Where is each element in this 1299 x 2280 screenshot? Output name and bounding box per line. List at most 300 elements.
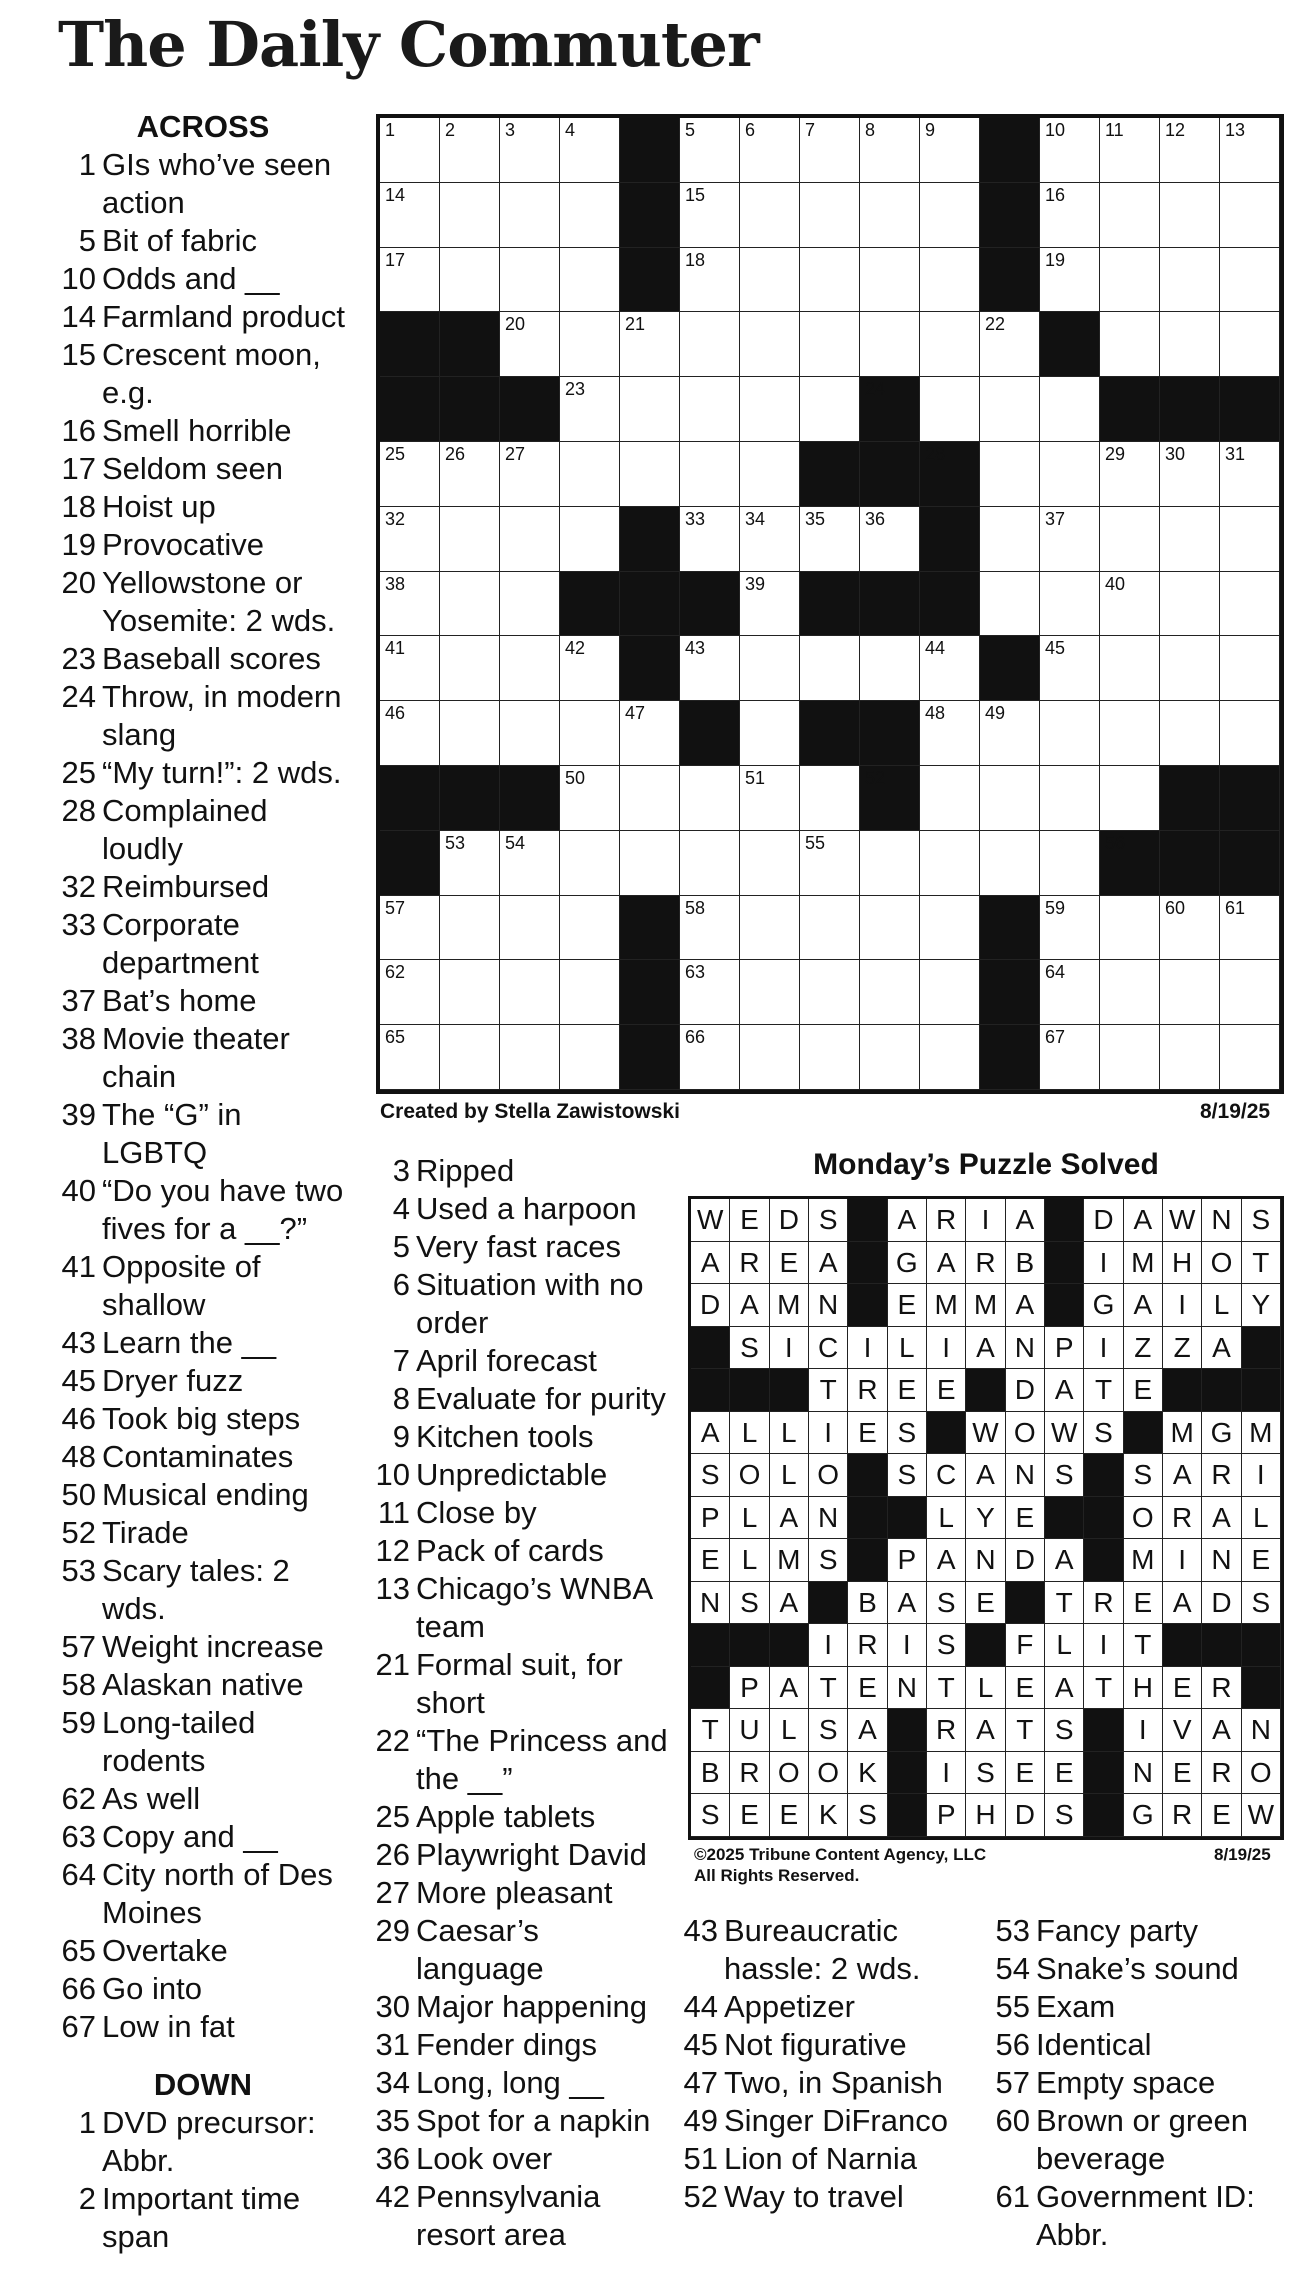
- grid-cell[interactable]: [440, 896, 500, 961]
- grid-cell[interactable]: [860, 960, 920, 1025]
- grid-cell[interactable]: [860, 636, 920, 701]
- grid-cell[interactable]: [680, 377, 740, 442]
- cell-number: 54: [505, 832, 526, 853]
- grid-cell[interactable]: [500, 896, 560, 961]
- grid-cell[interactable]: [380, 442, 440, 507]
- solved-letter: G: [1124, 1794, 1163, 1837]
- grid-cell[interactable]: [860, 1025, 920, 1090]
- solved-block: [1124, 1412, 1163, 1455]
- clue-text: Yellowstone or Yosemite: 2 wds.: [102, 565, 336, 638]
- grid-cell[interactable]: [620, 377, 680, 442]
- grid-cell[interactable]: [1220, 701, 1280, 766]
- solved-block: [888, 1709, 927, 1752]
- solved-block: [1242, 1327, 1281, 1370]
- grid-cell[interactable]: [1220, 312, 1280, 377]
- grid-cell[interactable]: [740, 572, 800, 637]
- clue-text: Crescent moon, e.g.: [102, 337, 321, 410]
- grid-cell[interactable]: [800, 118, 860, 183]
- grid-cell[interactable]: [1220, 118, 1280, 183]
- solved-letter: E: [1006, 1497, 1045, 1540]
- clue-item: [58, 1704, 348, 1780]
- grid-cell[interactable]: [740, 507, 800, 572]
- grid-cell[interactable]: [440, 831, 500, 896]
- grid-cell[interactable]: [1040, 636, 1100, 701]
- clue-text: Playwright David: [416, 1837, 647, 1872]
- clue-number: 30: [375, 1989, 410, 2024]
- grid-block: [500, 377, 560, 442]
- solved-letter: K: [848, 1752, 887, 1795]
- solved-letter: A: [1045, 1667, 1084, 1710]
- grid-cell[interactable]: [1040, 896, 1100, 961]
- grid-block: [980, 1025, 1040, 1090]
- grid-cell[interactable]: [860, 831, 920, 896]
- grid-cell[interactable]: [860, 312, 920, 377]
- solved-letter: A: [770, 1497, 809, 1540]
- grid-cell[interactable]: [620, 831, 680, 896]
- grid-cell[interactable]: [680, 831, 740, 896]
- grid-cell[interactable]: [740, 1025, 800, 1090]
- grid-cell[interactable]: [440, 636, 500, 701]
- grid-cell[interactable]: [560, 766, 620, 831]
- grid-cell[interactable]: [380, 701, 440, 766]
- grid-cell[interactable]: [380, 183, 440, 248]
- solved-block: [770, 1369, 809, 1412]
- puzzle-date: 8/19/25: [1200, 1100, 1271, 1123]
- grid-cell[interactable]: [680, 183, 740, 248]
- grid-cell[interactable]: [560, 960, 620, 1025]
- grid-cell[interactable]: [1220, 1025, 1280, 1090]
- clue-item: [372, 1798, 672, 1836]
- clue-text: Pennsylvania resort area: [416, 2179, 601, 2252]
- grid-cell[interactable]: [800, 377, 860, 442]
- solved-letter: S: [730, 1582, 769, 1625]
- grid-cell[interactable]: [920, 1025, 980, 1090]
- grid-cell[interactable]: [500, 183, 560, 248]
- solved-letter: B: [1006, 1242, 1045, 1285]
- solved-letter: E: [927, 1369, 966, 1412]
- clue-number: 10: [61, 261, 96, 296]
- clue-text: Long-tailed rodents: [102, 1705, 256, 1778]
- grid-cell[interactable]: [740, 896, 800, 961]
- clue-text: Bit of fabric: [102, 223, 258, 258]
- grid-cell[interactable]: [1160, 312, 1220, 377]
- grid-cell[interactable]: [560, 377, 620, 442]
- grid-cell[interactable]: [740, 377, 800, 442]
- solved-letter: P: [691, 1497, 730, 1540]
- grid-cell[interactable]: [680, 248, 740, 313]
- grid-cell[interactable]: [800, 1025, 860, 1090]
- clue-number: 61: [995, 2179, 1030, 2214]
- grid-cell[interactable]: [440, 183, 500, 248]
- grid-cell[interactable]: [560, 183, 620, 248]
- grid-cell[interactable]: [1040, 701, 1100, 766]
- grid-cell[interactable]: [500, 312, 560, 377]
- clue-text: Bureaucratic hassle: 2 wds.: [724, 1913, 921, 1986]
- grid-cell[interactable]: [1160, 507, 1220, 572]
- grid-cell[interactable]: [1100, 572, 1160, 637]
- solved-letter: A: [966, 1709, 1005, 1752]
- cell-number: 44: [925, 638, 946, 659]
- grid-cell[interactable]: [1100, 960, 1160, 1025]
- grid-cell[interactable]: [1160, 118, 1220, 183]
- grid-cell[interactable]: [1040, 183, 1100, 248]
- grid-cell[interactable]: [1100, 896, 1160, 961]
- grid-cell[interactable]: [1160, 183, 1220, 248]
- grid-cell[interactable]: [980, 442, 1040, 507]
- clue-item: [58, 412, 348, 450]
- grid-cell[interactable]: [1220, 248, 1280, 313]
- clue-number: 1: [78, 2105, 96, 2140]
- grid-cell[interactable]: [560, 701, 620, 766]
- grid-cell[interactable]: [1100, 701, 1160, 766]
- solved-letter: R: [1202, 1752, 1241, 1795]
- grid-cell[interactable]: [380, 1025, 440, 1090]
- clue-text: Fancy party: [1036, 1913, 1198, 1948]
- solved-letter: W: [691, 1199, 730, 1242]
- grid-cell[interactable]: [380, 248, 440, 313]
- grid-cell[interactable]: [980, 507, 1040, 572]
- grid-cell[interactable]: [500, 248, 560, 313]
- cell-number: 29: [1105, 444, 1126, 464]
- solved-block: [966, 1624, 1005, 1667]
- solved-letter: T: [1242, 1242, 1281, 1285]
- grid-cell[interactable]: [680, 312, 740, 377]
- cell-number: 25: [385, 444, 406, 464]
- grid-cell[interactable]: [500, 960, 560, 1025]
- grid-cell[interactable]: [740, 248, 800, 313]
- grid-cell[interactable]: [620, 442, 680, 507]
- grid-cell[interactable]: [920, 248, 980, 313]
- grid-cell[interactable]: [500, 831, 560, 896]
- clue-number: 13: [375, 1571, 410, 1606]
- solved-block: [848, 1454, 887, 1497]
- grid-block: [980, 896, 1040, 961]
- grid-cell[interactable]: [740, 442, 800, 507]
- grid-cell[interactable]: [1220, 960, 1280, 1025]
- grid-cell[interactable]: [440, 248, 500, 313]
- grid-cell[interactable]: [1040, 1025, 1100, 1090]
- clue-text: Provocative: [102, 527, 264, 562]
- grid-cell[interactable]: [920, 377, 980, 442]
- grid-cell[interactable]: [920, 636, 980, 701]
- solved-letter: T: [1006, 1709, 1045, 1752]
- grid-cell[interactable]: [1220, 442, 1280, 507]
- cell-number: 43: [685, 638, 706, 659]
- grid-cell[interactable]: [800, 248, 860, 313]
- clue-number: 42: [375, 2179, 410, 2214]
- grid-cell[interactable]: [680, 960, 740, 1025]
- grid-cell[interactable]: [860, 896, 920, 961]
- solved-letter: E: [1202, 1794, 1241, 1837]
- grid-cell[interactable]: [1040, 572, 1100, 637]
- grid-cell[interactable]: [560, 507, 620, 572]
- grid-cell[interactable]: [1220, 183, 1280, 248]
- solved-block: [1045, 1284, 1084, 1327]
- grid-cell[interactable]: [440, 507, 500, 572]
- clue-text: Identical: [1036, 2027, 1152, 2062]
- grid-cell[interactable]: [860, 248, 920, 313]
- grid-cell[interactable]: [560, 312, 620, 377]
- grid-cell[interactable]: [800, 636, 860, 701]
- cell-number: 34: [745, 508, 766, 529]
- grid-cell[interactable]: [1040, 442, 1100, 507]
- grid-cell[interactable]: [500, 701, 560, 766]
- grid-cell[interactable]: [1040, 377, 1100, 442]
- solved-letter: L: [966, 1667, 1005, 1710]
- solved-letter: I: [809, 1412, 848, 1455]
- grid-block: [440, 766, 500, 831]
- grid-cell[interactable]: [740, 312, 800, 377]
- grid-cell[interactable]: [1100, 442, 1160, 507]
- grid-cell[interactable]: [920, 701, 980, 766]
- clue-text: Learn the __: [102, 1325, 277, 1360]
- grid-cell[interactable]: [1220, 507, 1280, 572]
- clue-text: Way to travel: [724, 2179, 904, 2214]
- cell-number: 22: [985, 314, 1006, 335]
- grid-cell[interactable]: [1100, 118, 1160, 183]
- grid-cell[interactable]: [1100, 248, 1160, 313]
- grid-cell[interactable]: [500, 1025, 560, 1090]
- grid-cell[interactable]: [980, 572, 1040, 637]
- clue-item: [58, 982, 348, 1020]
- grid-cell[interactable]: [1100, 766, 1160, 831]
- clue-item: [372, 1456, 672, 1494]
- grid-cell[interactable]: [740, 831, 800, 896]
- grid-cell[interactable]: [680, 636, 740, 701]
- grid-cell[interactable]: [860, 183, 920, 248]
- grid-cell[interactable]: [1160, 701, 1220, 766]
- solved-letter: R: [848, 1369, 887, 1412]
- grid-cell[interactable]: [1220, 636, 1280, 701]
- grid-cell[interactable]: [680, 1025, 740, 1090]
- cell-number: 39: [745, 573, 766, 594]
- cell-number: 56: [1105, 832, 1126, 853]
- grid-cell[interactable]: [1100, 507, 1160, 572]
- solved-block: [848, 1497, 887, 1540]
- grid-cell[interactable]: [440, 572, 500, 637]
- grid-cell[interactable]: [1100, 312, 1160, 377]
- solved-block: [1202, 1369, 1241, 1412]
- solved-letter: L: [1045, 1624, 1084, 1667]
- solved-letter: L: [770, 1454, 809, 1497]
- grid-cell[interactable]: [1160, 248, 1220, 313]
- grid-cell[interactable]: [1040, 118, 1100, 183]
- grid-cell[interactable]: [1100, 636, 1160, 701]
- grid-cell[interactable]: [560, 442, 620, 507]
- solved-letter: R: [927, 1709, 966, 1752]
- grid-cell[interactable]: [1040, 831, 1100, 896]
- grid-cell[interactable]: [1040, 248, 1100, 313]
- solved-block: [1045, 1199, 1084, 1242]
- puzzle-credit: Created by Stella Zawistowski: [380, 1100, 680, 1123]
- grid-cell[interactable]: [920, 118, 980, 183]
- grid-cell[interactable]: [1040, 507, 1100, 572]
- clue-text: Throw, in modern slang: [102, 679, 342, 752]
- grid-cell[interactable]: [380, 118, 440, 183]
- grid-cell[interactable]: [860, 507, 920, 572]
- solved-letter: M: [1124, 1242, 1163, 1285]
- grid-block: [980, 248, 1040, 313]
- grid-cell[interactable]: [800, 183, 860, 248]
- grid-cell[interactable]: [800, 896, 860, 961]
- cell-number: 9: [925, 120, 936, 140]
- solved-letter: A: [691, 1242, 730, 1285]
- cell-number: 45: [1045, 638, 1066, 659]
- grid-cell[interactable]: [380, 507, 440, 572]
- grid-cell[interactable]: [500, 572, 560, 637]
- solved-letter: E: [888, 1369, 927, 1412]
- grid-cell[interactable]: [800, 766, 860, 831]
- grid-cell[interactable]: [500, 507, 560, 572]
- grid-cell[interactable]: [440, 1025, 500, 1090]
- grid-cell[interactable]: [680, 896, 740, 961]
- solved-letter: R: [927, 1199, 966, 1242]
- grid-cell[interactable]: [920, 766, 980, 831]
- solved-letter: A: [927, 1242, 966, 1285]
- grid-cell[interactable]: [920, 312, 980, 377]
- solved-block: [691, 1369, 730, 1412]
- solved-letter: L: [1202, 1284, 1241, 1327]
- grid-cell[interactable]: [560, 248, 620, 313]
- clue-number: 58: [61, 1667, 96, 1702]
- grid-cell[interactable]: [1100, 1025, 1160, 1090]
- grid-cell[interactable]: [560, 118, 620, 183]
- clue-item: [58, 678, 348, 754]
- grid-cell[interactable]: [1040, 960, 1100, 1025]
- grid-cell[interactable]: [980, 766, 1040, 831]
- grid-cell[interactable]: [1160, 1025, 1220, 1090]
- clue-text: Baseball scores: [102, 641, 321, 676]
- grid-cell[interactable]: [1160, 636, 1220, 701]
- grid-cell[interactable]: [920, 960, 980, 1025]
- grid-cell[interactable]: [380, 572, 440, 637]
- grid-cell[interactable]: [440, 442, 500, 507]
- grid-cell[interactable]: [1160, 896, 1220, 961]
- grid-cell[interactable]: [800, 507, 860, 572]
- grid-cell[interactable]: [1160, 960, 1220, 1025]
- grid-cell[interactable]: [920, 831, 980, 896]
- grid-cell[interactable]: [1160, 572, 1220, 637]
- clue-text: Overtake: [102, 1933, 228, 1968]
- grid-cell[interactable]: [680, 442, 740, 507]
- grid-cell[interactable]: [620, 766, 680, 831]
- grid-cell[interactable]: [980, 831, 1040, 896]
- grid-cell[interactable]: [740, 701, 800, 766]
- grid-cell[interactable]: [800, 312, 860, 377]
- clue-number: 27: [375, 1875, 410, 1910]
- grid-cell[interactable]: [500, 118, 560, 183]
- grid-cell[interactable]: [1220, 572, 1280, 637]
- grid-cell[interactable]: [800, 831, 860, 896]
- grid-cell[interactable]: [620, 312, 680, 377]
- solved-letter: L: [927, 1497, 966, 1540]
- clue-number: 46: [61, 1401, 96, 1436]
- grid-cell[interactable]: [560, 1025, 620, 1090]
- grid-cell[interactable]: [680, 507, 740, 572]
- cell-number: 66: [685, 1027, 706, 1048]
- grid-cell[interactable]: [740, 636, 800, 701]
- grid-cell[interactable]: [740, 766, 800, 831]
- grid-cell[interactable]: [1040, 766, 1100, 831]
- solved-letter: S: [927, 1582, 966, 1625]
- clue-number: 16: [61, 413, 96, 448]
- solved-letter: E: [691, 1539, 730, 1582]
- clue-number: 25: [375, 1799, 410, 1834]
- solved-letter: S: [1045, 1454, 1084, 1497]
- grid-cell[interactable]: [980, 377, 1040, 442]
- clue-number: 5: [392, 1229, 410, 1264]
- clue-number: 12: [375, 1533, 410, 1568]
- solved-letter: E: [1163, 1752, 1202, 1795]
- grid-cell[interactable]: [500, 636, 560, 701]
- grid-cell[interactable]: [1220, 896, 1280, 961]
- solved-letter: L: [730, 1539, 769, 1582]
- cell-number: 50: [565, 768, 586, 788]
- solved-letter: S: [927, 1624, 966, 1667]
- solved-letter: A: [1124, 1284, 1163, 1327]
- grid-cell[interactable]: [500, 442, 560, 507]
- grid-cell[interactable]: [740, 183, 800, 248]
- grid-cell[interactable]: [920, 183, 980, 248]
- grid-cell[interactable]: [560, 831, 620, 896]
- grid-cell[interactable]: [380, 636, 440, 701]
- grid-cell[interactable]: [980, 701, 1040, 766]
- grid-cell[interactable]: [680, 118, 740, 183]
- clue-text: Farmland product: [102, 299, 345, 334]
- grid-cell[interactable]: [1160, 442, 1220, 507]
- solved-letter: E: [730, 1199, 769, 1242]
- grid-cell[interactable]: [920, 896, 980, 961]
- grid-cell[interactable]: [740, 960, 800, 1025]
- cell-number: 13: [1225, 120, 1246, 140]
- grid-cell[interactable]: [680, 766, 740, 831]
- clue-text: Movie theater chain: [102, 1021, 290, 1094]
- solved-letter: E: [966, 1582, 1005, 1625]
- solved-letter: D: [1006, 1539, 1045, 1582]
- grid-cell[interactable]: [1100, 183, 1160, 248]
- solved-letter: D: [770, 1199, 809, 1242]
- clue-item: [58, 754, 348, 792]
- solved-letter: I: [1242, 1454, 1281, 1497]
- grid-cell[interactable]: [800, 960, 860, 1025]
- grid-cell[interactable]: [380, 896, 440, 961]
- grid-cell[interactable]: [440, 960, 500, 1025]
- grid-cell[interactable]: [560, 896, 620, 961]
- grid-cell[interactable]: [620, 701, 680, 766]
- clue-item: [372, 1988, 672, 2026]
- solved-letter: T: [1084, 1667, 1123, 1710]
- solved-letter: P: [730, 1667, 769, 1710]
- grid-cell[interactable]: [860, 118, 920, 183]
- grid-cell[interactable]: [980, 312, 1040, 377]
- grid-cell[interactable]: [440, 118, 500, 183]
- cell-number: 17: [385, 249, 406, 270]
- grid-cell[interactable]: [440, 701, 500, 766]
- clue-text: Low in fat: [102, 2009, 235, 2044]
- grid-cell[interactable]: [380, 960, 440, 1025]
- grid-cell[interactable]: [560, 636, 620, 701]
- solved-letter: S: [1084, 1412, 1123, 1455]
- clue-text: Corporate department: [102, 907, 259, 980]
- cell-number: 60: [1165, 897, 1186, 918]
- clue-text: Empty space: [1036, 2065, 1216, 2100]
- cell-number: 55: [805, 832, 826, 853]
- solved-letter: A: [1006, 1199, 1045, 1242]
- solved-block: [848, 1242, 887, 1285]
- grid-cell[interactable]: [740, 118, 800, 183]
- solved-letter: T: [927, 1667, 966, 1710]
- solved-letter: S: [730, 1327, 769, 1370]
